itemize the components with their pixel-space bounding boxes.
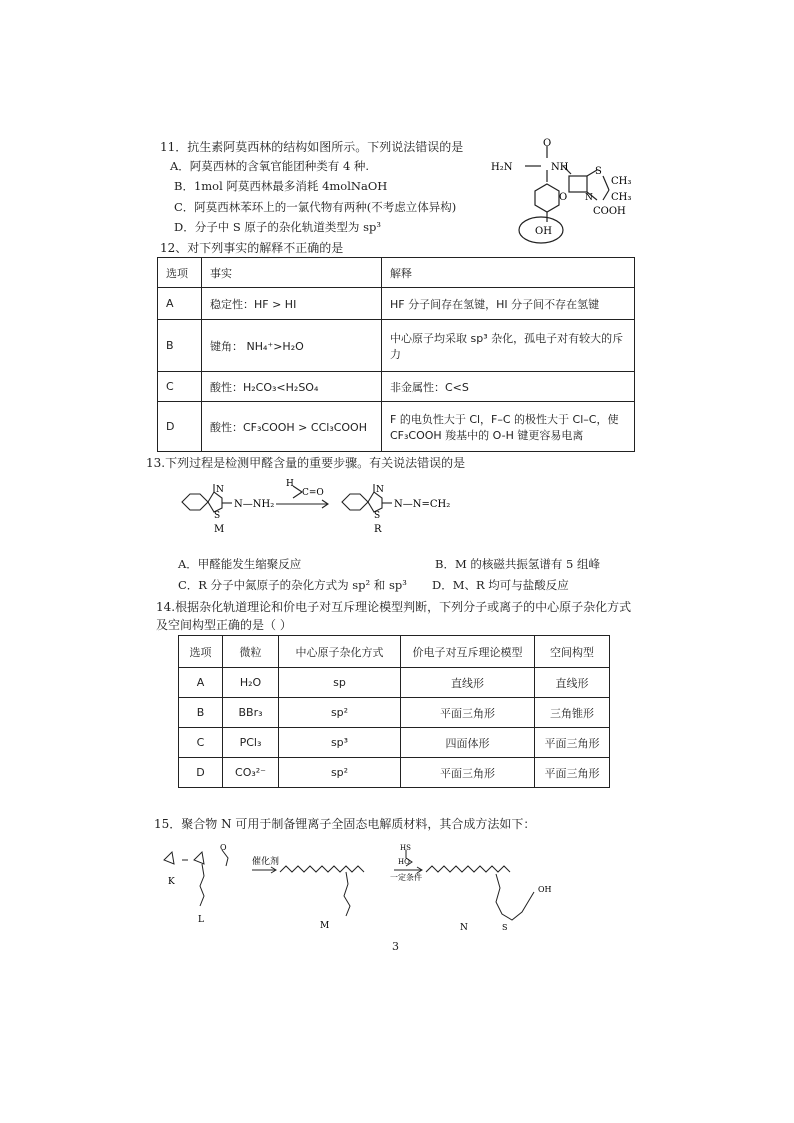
r-ring-s: S [374, 511, 381, 521]
amox-ch3-2: CH₃ [611, 192, 632, 203]
oh-label: OH [538, 885, 552, 894]
table-row [179, 668, 610, 698]
table-cell: B [158, 320, 202, 372]
amox-n: N [585, 193, 593, 203]
table-row [179, 728, 610, 758]
q14-header-cell: 选项 [179, 636, 223, 668]
k-label: K [168, 877, 175, 887]
q15-synthesis-scheme [150, 840, 570, 935]
table-cell: 直线形 [535, 668, 610, 698]
amox-o: O [543, 138, 552, 149]
table-cell: sp² [279, 698, 401, 728]
q12-stem: 12、对下列事实的解释不正确的是 [160, 241, 344, 255]
table-cell: H₂O [223, 668, 279, 698]
table-cell: F 的电负性大于 Cl，F–C 的极性大于 Cl–C，使 CF₃COOH 羧基中的 O-H 键更容易电离 [382, 402, 635, 452]
condition-label: 一定条件 [390, 873, 422, 882]
q13-option-d: D．M、R 均可与盐酸反应 [432, 578, 569, 592]
amox-cooh: COOH [593, 206, 626, 217]
table-cell: 三角锥形 [535, 698, 610, 728]
table-cell: 平面三角形 [401, 758, 535, 788]
m-ring-s: S [214, 511, 221, 521]
catalyst-label: 催化剂 [252, 857, 280, 867]
table-cell: CO₃²⁻ [223, 758, 279, 788]
table-cell: 直线形 [401, 668, 535, 698]
r-label: R [374, 524, 382, 535]
q13-option-b: B．M 的核磁共振氢谱有 5 组峰 [435, 557, 601, 571]
amoxicillin-structure [485, 138, 645, 248]
q12-header-row [158, 258, 635, 288]
table-cell: HF 分子间存在氢键，HI 分子间不存在氢键 [382, 288, 635, 320]
q13-option-a: A．甲醛能发生缩聚反应 [178, 557, 302, 571]
table-cell: 酸性：H₂CO₃<H₂SO₄ [202, 372, 382, 402]
table-cell: 四面体形 [401, 728, 535, 758]
m-polymer-label: M [320, 921, 330, 931]
co2-o: O [220, 843, 227, 852]
q14-header-cell: 微粒 [223, 636, 279, 668]
table-cell: 平面三角形 [535, 758, 610, 788]
amox-o2: O [559, 192, 568, 203]
reagent-co: C=O [302, 488, 324, 498]
table-cell: 平面三角形 [535, 728, 610, 758]
table-row [179, 698, 610, 728]
table-cell: 键角： NH₄⁺>H₂O [202, 320, 382, 372]
amox-nh: NH [551, 162, 569, 173]
q13-option-c: C．R 分子中氮原子的杂化方式为 sp² 和 sp³ [178, 578, 407, 592]
table-cell: sp³ [279, 728, 401, 758]
q14-header-cell: 中心原子杂化方式 [279, 636, 401, 668]
q12-header-cell: 选项 [158, 258, 202, 288]
table-cell: 平面三角形 [401, 698, 535, 728]
table-cell: A [179, 668, 223, 698]
table-cell: PCl₃ [223, 728, 279, 758]
table-row [158, 372, 635, 402]
amox-oh: OH [535, 226, 552, 237]
m-ring-n: N [216, 485, 224, 495]
q14-stem-line1: 14.根据杂化轨道理论和价电子对互斥理论模型判断，下列分子或离子的中心原子杂化方式 [156, 600, 632, 614]
table-cell: D [158, 402, 202, 452]
q11-option-b: B．1mol 阿莫西林最多消耗 4molNaOH [174, 179, 388, 193]
table-cell: 中心原子均采取 sp³ 杂化，孤电子对有较大的斥力 [382, 320, 635, 372]
q12-header-cell: 解释 [382, 258, 635, 288]
table-cell: BBr₃ [223, 698, 279, 728]
q13-stem: 13.下列过程是检测甲醛含量的重要步骤。有关说法错误的是 [146, 456, 466, 470]
table-cell: C [158, 372, 202, 402]
q11-stem: 11．抗生素阿莫西林的结构如图所示。下列说法错误的是 [160, 140, 464, 154]
q13-reaction-scheme [170, 470, 470, 540]
r-side-group: N—N=CH₂ [394, 499, 451, 510]
table-cell: D [179, 758, 223, 788]
q14-table [178, 635, 610, 788]
q12-table [157, 257, 635, 452]
q15-stem: 15．聚合物 N 可用于制备锂离子全固态电解质材料，其合成方法如下： [154, 817, 536, 831]
table-row [158, 320, 635, 372]
s-label: S [502, 923, 508, 932]
table-cell: sp [279, 668, 401, 698]
table-row [158, 288, 635, 320]
q14-header-row [179, 636, 610, 668]
table-cell: 稳定性：HF > HI [202, 288, 382, 320]
table-row [179, 758, 610, 788]
reagent-h: H [286, 479, 294, 489]
q14-stem-line2: 及空间构型正确的是（ ） [156, 618, 292, 632]
q11-option-c: C．阿莫西林苯环上的一氯代物有两种(不考虑立体异构) [174, 200, 457, 214]
table-cell: B [179, 698, 223, 728]
q14-header-cell: 价电子对互斥理论模型 [401, 636, 535, 668]
m-side-group: N—NH₂ [234, 499, 275, 510]
table-cell: C [179, 728, 223, 758]
table-row [158, 402, 635, 452]
q14-header-cell: 空间构型 [535, 636, 610, 668]
r-ring-n: N [376, 485, 384, 495]
table-cell: sp² [279, 758, 401, 788]
amox-ch3-1: CH₃ [611, 176, 632, 187]
table-cell: A [158, 288, 202, 320]
q11-option-a: A．阿莫西林的含氧官能团种类有 4 种. [170, 159, 370, 173]
hs-label: HS [400, 844, 411, 852]
amox-s: S [595, 166, 602, 177]
q11-option-d: D．分子中 S 原子的杂化轨道类型为 sp³ [174, 220, 381, 234]
m-label: M [214, 524, 225, 535]
l-label: L [198, 915, 204, 925]
table-cell: 酸性：CF₃COOH > CCl₃COOH [202, 402, 382, 452]
ho-label: HO [398, 858, 410, 866]
q12-header-cell: 事实 [202, 258, 382, 288]
table-cell: 非金属性：C<S [382, 372, 635, 402]
page-number: 3 [392, 940, 399, 953]
amox-h2n: H₂N [491, 162, 513, 173]
n-polymer-label: N [460, 923, 468, 933]
